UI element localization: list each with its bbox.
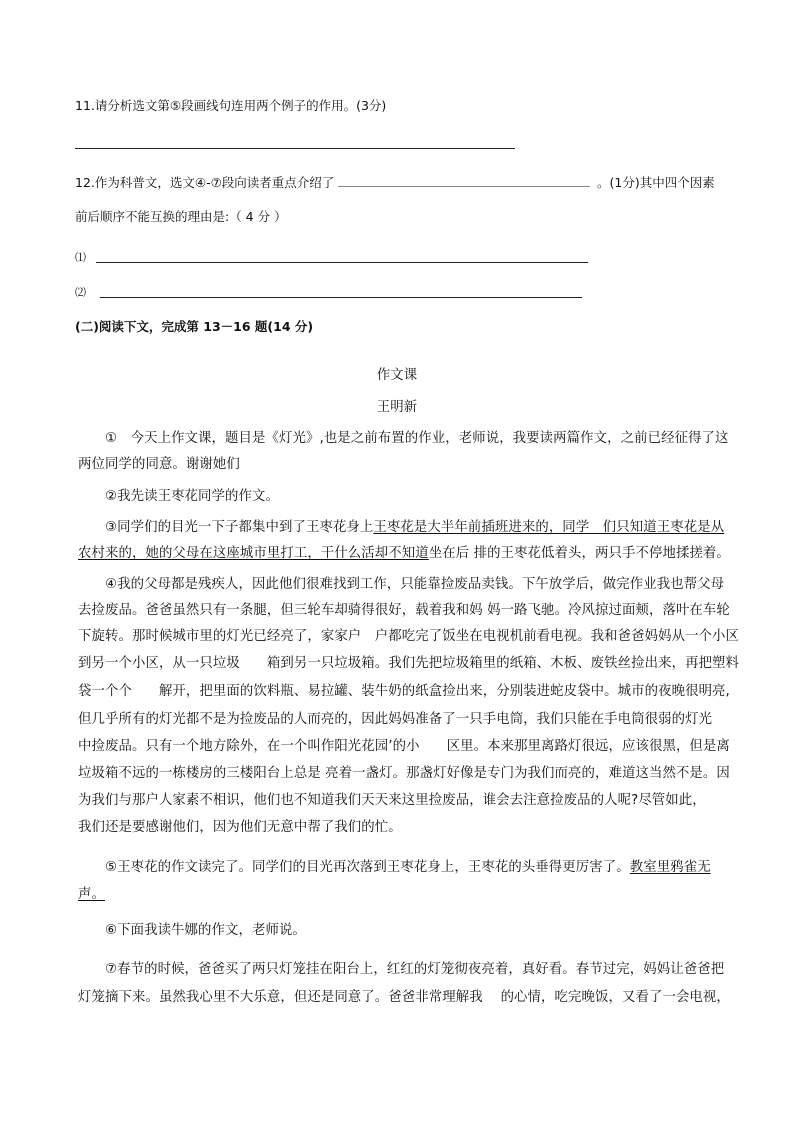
answer-line-q11 <box>75 148 515 149</box>
question-12: 12.作为科普文，选文④-⑦段向读者重点介绍了 <box>75 175 335 190</box>
paragraph-6: ⑥下面我读牛娜的作文，老师说。 <box>105 923 306 938</box>
paragraph-5-line-1 <box>105 856 711 875</box>
underlined-sentence: 王枣花是大半年前插班进来的，同学 们只知道王枣花是从 <box>373 520 725 535</box>
paragraph-4-line: 下旋转。那时候城市里的灯光已经亮了，家家户 户都吃完了饭坐在电视机前看电视。我和爸爸妈妈从一个小区 <box>78 629 740 644</box>
paragraph-4-line: 中捡废品。只有一个地方除外，在一个叫作阳光花园’的小 区里。本来那里离路灯很远，应该很黑，但是离 <box>78 739 730 754</box>
paragraph-4-line: 袋一个个 解开，把里面的饮料瓶、易拉罐、装牛奶的纸盒捡出来，分别装进蛇皮袋中。城市的夜晚很明亮, <box>78 684 730 699</box>
underlined-phrase-cont: 声。 <box>78 887 105 902</box>
answer-label-2: ⑵ <box>75 286 86 299</box>
question-12-line2: 前后顺序不能互换的理由是:（ 4 分 ） <box>75 209 287 224</box>
paragraph-4-line: 垃圾箱不远的一栋楼房的三楼阳台上总是 亮着一盏灯。那盏灯好像是专门为我们而亮的，难道这当然不是。因 <box>78 766 730 781</box>
paragraph-4-line: ④我的父母都是残疾人，因此他们很难找到工作，只能靠捡废品卖钱。下午放学后，做完作业我也帮父母 <box>105 577 725 592</box>
paragraph-4-line: 为我们与那户人家素不相识，他们也不知道我们天天来这里捡废品，谁会去注意捡废品的人呢?尽管如此， <box>78 793 706 808</box>
paragraph-3-text-end: 坐在后 排的王枣花低着头，两只手不停地揉搓着。 <box>428 546 730 561</box>
answer-line-2 <box>100 297 582 298</box>
underlined-sentence-cont: 农村来的，她的父母在这座城市里打工，干什么活却不知道 <box>78 546 429 561</box>
paragraph-3-line-2 <box>78 542 730 561</box>
paragraph-4-line: 到另一个小区，从一只垃圾 箱到另一只垃圾箱。我们先把垃圾箱里的纸箱、木板、废铁丝捡出来，再把塑料 <box>78 656 740 671</box>
fill-in-blank-q12 <box>338 186 590 187</box>
paragraph-3-line-1 <box>105 516 724 535</box>
underlined-phrase: 教室里鸦雀无 <box>629 860 711 875</box>
paragraph-4-line: 但几乎所有的灯光都不是为捡废品的人而亮的，因此妈妈准备了一只手电筒，我们只能在手电筒很弱的灯光 <box>78 712 713 727</box>
story-author: 王明新 <box>376 400 418 415</box>
paragraph-4-line: 我们还是要感谢他们，因为他们无意中帮了我们的忙。 <box>78 820 402 835</box>
paragraph-4-line: 去捡废品。爸爸虽然只有一条腿，但三轮车却骑得很好，载着我和妈 妈一路飞驰。冷风掠过面颊，落叶在车轮 <box>78 603 730 618</box>
answer-label-1: ⑴ <box>75 251 86 264</box>
paragraph-5-line-2 <box>78 883 105 902</box>
story-title: 作文课 <box>376 368 418 383</box>
paragraph-7-line-2: 灯笼摘下来。虽然我心里不大乐意，但还是同意了。爸爸非常理解我 的心情，吃完晚饭，又看了一会电视， <box>78 990 730 1005</box>
paragraph-1-line-1: ① 今天上作文课，题目是《灯光》,也是之前布置的作业，老师说，我要读两篇作文，之前已经征得了这 <box>105 431 729 446</box>
paragraph-3-text: ③同学们的目光一下子都集中到了王枣花身上 <box>105 520 374 535</box>
section-heading: (二)阅读下文，完成第 13－16 题(14 分) <box>75 319 314 334</box>
paragraph-2: ②我先读王枣花同学的作文。 <box>105 489 279 504</box>
answer-line-1 <box>96 262 588 263</box>
paragraph-1-line-2: 两位同学的同意。谢谢她们 <box>78 457 240 472</box>
paragraph-7-line-1: ⑦春节的时候，爸爸买了两只灯笼挂在阳台上，红红的灯笼彻夜亮着，真好看。春节过完，妈妈让爸爸把 <box>105 962 725 977</box>
question-12-cont: 。(1分)其中四个因素 <box>597 175 715 190</box>
question-11: 11.请分析选文第⑤段画线句连用两个例子的作用。(3分) <box>75 98 387 113</box>
paragraph-5-text: ⑤王枣花的作文读完了。同学们的目光再次落到王枣花身上，王枣花的头垂得更厉害了。 <box>105 860 630 875</box>
